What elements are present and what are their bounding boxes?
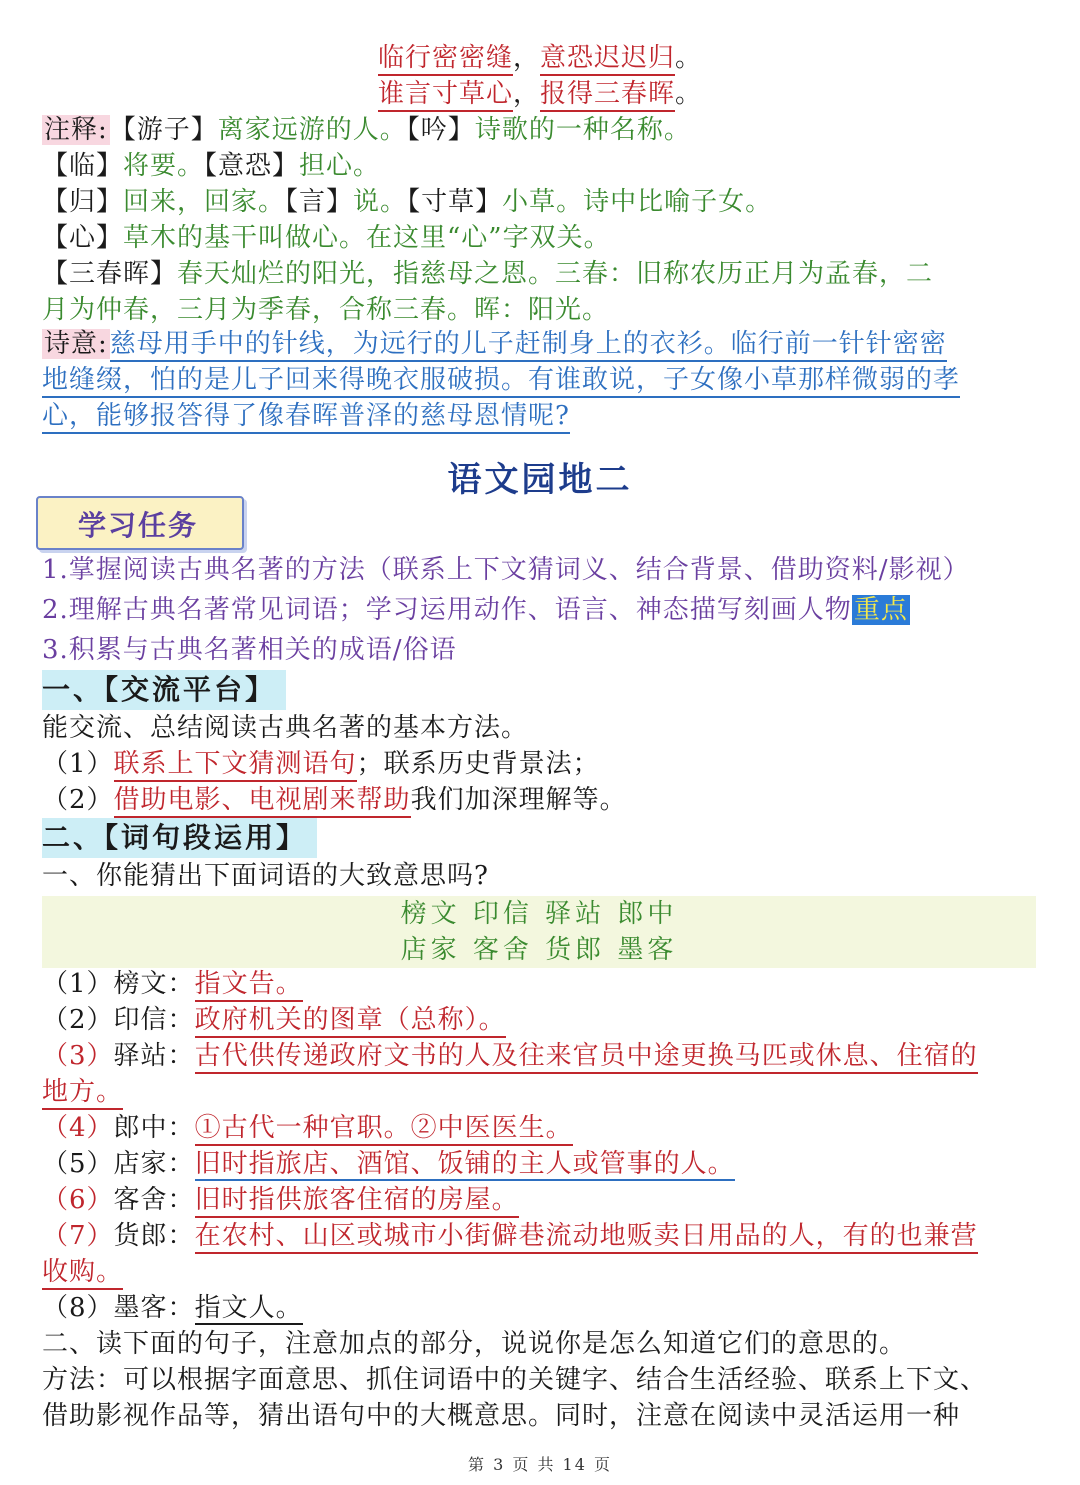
def-num: （2） [42,1005,114,1035]
note-term: 【三春晖】 [42,259,178,289]
note-term: 【游子】 [109,115,218,145]
point-key: 联系上下文猜测语句 [114,749,357,782]
exchange-point-2 [42,782,1040,818]
meaning-line-2 [42,362,1040,398]
poem-line-3 [0,40,1080,76]
def-text: 在农村、山区或城市小街僻巷流动地贩卖日用品的人，有的也兼营 [195,1221,978,1254]
note-def: 春天灿烂的阳光，指慈母之恩。三春：旧称农历正月为孟春，二 [177,259,934,289]
meaning-label: 诗意: [44,329,108,359]
def-num: （7） [42,1221,114,1251]
def-text: 旧时指旅店、酒馆、饭铺的主人或管事的人。 [194,1149,735,1179]
usage-question-2: 二、读下面的句子，注意加点的部分，说说你是怎么知道它们的意思的。 [42,1329,907,1359]
poem-phrase: 谁言寸草心 [378,79,513,112]
word-row-1: 榜文 印信 驿站 郎中 [400,899,678,929]
method-line-2: 借助影视作品等，猜出语句中的大概意思。同时，注意在阅读中灵活运用一种 [42,1401,961,1431]
notes-line-1 [42,112,1040,148]
poem-punct: ， [512,43,540,73]
poem-punct: 。 [675,43,703,73]
notes-line-3 [42,184,1040,220]
exchange-point-1 [42,746,1040,782]
definition-6 [42,1182,1040,1218]
task-item-3: 3.积累与古典名著相关的成语/俗语 [42,635,457,665]
poem-phrase: 报得三春晖 [540,79,675,112]
definition-3-cont [42,1074,1040,1110]
meaning-text: 地缝缀，怕的是儿子回来得晚衣服破损。有谁敢说，子女像小草那样微弱的孝 [42,365,960,398]
note-term: 【寸草】 [407,187,503,217]
note-term: 【心】 [42,223,124,253]
poem-phrase: 意恐迟迟归 [540,43,675,76]
definition-3 [42,1038,1040,1074]
meaning-text: 心，能够报答得了像春晖普泽的慈母恩情呢? [42,401,570,434]
poem-phrase: 临行密密缝 [378,43,513,76]
note-term: 【归】 [42,187,124,217]
word-box [42,896,1036,968]
poem-line-4 [0,76,1080,112]
section-title: 语文园地二 [447,460,633,500]
def-term: 货郎： [113,1221,195,1251]
def-text: 指文告。 [195,969,303,1002]
task-item-1: 1.掌握阅读古典名著的方法（联系上下文猜词义、结合背景、借助资料/影视） [42,555,970,585]
def-text: 收购。 [42,1257,123,1290]
def-term: 驿站： [113,1041,195,1071]
note-def: 诗歌的一种名称。 [474,115,691,145]
note-def: 草木的基干叫做心。在这里“心”字双关。 [123,223,611,253]
point-rest: 我们加深理解等。 [410,785,627,815]
definition-8 [42,1290,1040,1326]
poem-punct: 。 [675,79,703,109]
definition-7 [42,1218,1040,1254]
def-text: 古代供传递政府文书的人及往来官员中途更换马匹或休息、住宿的 [195,1041,978,1074]
def-num: （6） [42,1185,114,1215]
point-num: （1） [42,749,114,779]
note-term: 【意恐】 [204,151,300,181]
definition-7-cont [42,1254,1040,1290]
task-item-2 [42,592,1040,628]
note-term: 【吟】 [406,115,475,145]
note-def: 说。 [353,187,408,217]
note-def: 担心。 [299,151,381,181]
def-num: （1） [42,969,114,999]
def-term: 客舍： [113,1185,195,1215]
note-term: 【临】 [42,151,124,181]
note-def: 离家远游的人。 [217,115,407,145]
point-key: 借助电影、电视剧来帮助 [114,785,411,818]
definition-5 [42,1146,1040,1182]
page-footer: 第 3 页 共 14 页 [468,1455,612,1474]
def-term: 印信： [113,1005,195,1035]
definition-4 [42,1110,1040,1146]
def-term: 郎中： [113,1113,195,1143]
note-def: 小草。诗中比喻子女。 [502,187,773,217]
def-term: 店家： [113,1149,195,1179]
notes-label: 注释: [44,115,108,145]
notes-line-2 [42,148,1040,184]
poem-punct: ， [512,79,540,109]
def-num: （8） [42,1293,114,1323]
usage-question-1: 一、你能猜出下面词语的大致意思吗? [42,861,489,891]
definition-1 [42,966,1040,1002]
note-def: 将要。 [123,151,205,181]
key-point-badge: 重点 [853,595,908,625]
exchange-heading: 一、【交流平台】 [42,670,286,710]
def-text: 旧时指供旅客住宿的房屋。 [195,1185,519,1218]
task-item-text: 2.理解古典名著常见词语；学习运用动作、语言、神态描写刻画人物 [42,595,852,625]
usage-heading: 二、【词句段运用】 [42,818,317,858]
def-text: 指文人。 [194,1293,303,1323]
meaning-text: 慈母用手中的针线，为远行的儿子赶制身上的衣衫。临行前一针针密密 [110,329,947,362]
note-def: 回来，回家。 [123,187,286,217]
method-line-1: 方法：可以根据字面意思、抓住词语中的关键字、结合生活经验、联系上下文、 [42,1365,988,1395]
def-num: （4） [42,1113,114,1143]
learning-task-label: 学习任务 [78,509,199,542]
note-term: 【言】 [285,187,354,217]
notes-line-5 [42,256,1040,292]
meaning-line-3 [42,398,1040,434]
point-num: （2） [42,785,114,815]
notes-line-4 [42,220,1040,256]
def-num: （3） [42,1041,114,1071]
def-text: ①古代一种官职。②中医医生。 [195,1113,573,1146]
definition-2 [42,1002,1040,1038]
learning-task-badge [36,496,244,550]
def-num: （5） [42,1149,114,1179]
def-text: 地方。 [42,1077,123,1110]
meaning-line-1 [42,326,1040,362]
def-term: 榜文： [113,969,195,999]
word-row-2: 店家 客舍 货郎 墨客 [400,935,678,965]
point-rest: ；联系历史背景法； [356,749,600,779]
notes-line-6: 月为仲春，三月为季春，合称三春。晖：阳光。 [42,295,610,325]
exchange-intro: 能交流、总结阅读古典名著的基本方法。 [42,713,529,743]
def-term: 墨客： [113,1293,195,1323]
def-text: 政府机关的图章（总称）。 [195,1005,506,1038]
